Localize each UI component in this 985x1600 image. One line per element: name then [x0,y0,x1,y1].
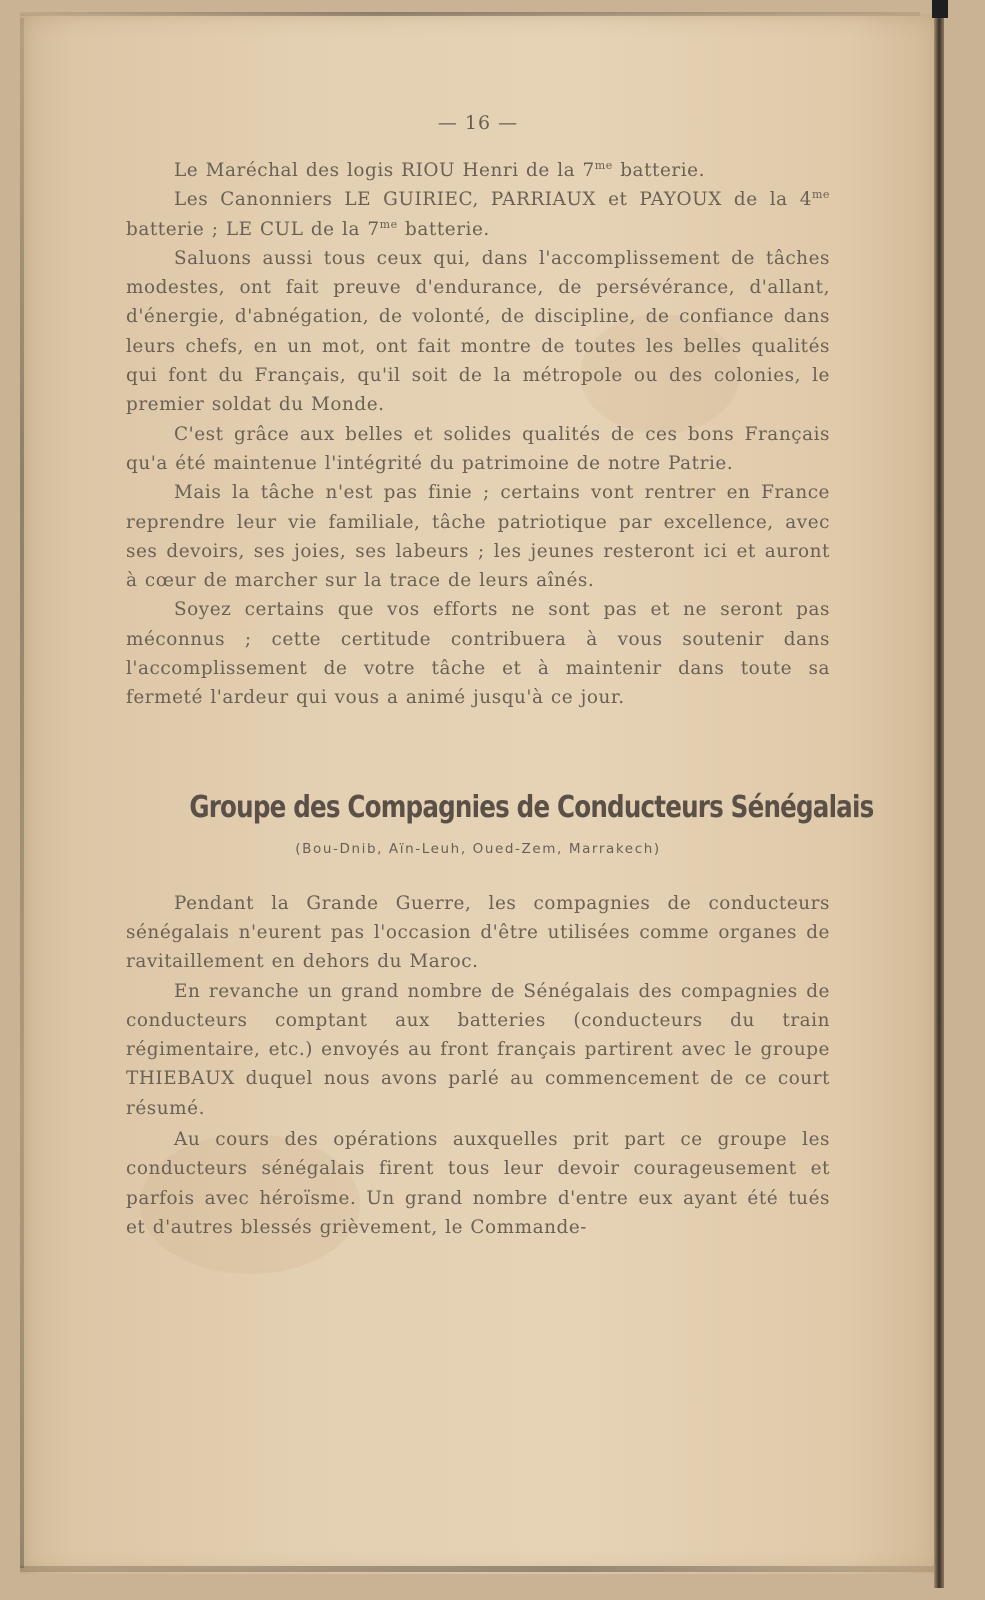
text-span: batterie. [612,160,705,181]
page-top-edge [20,12,920,16]
paragraph-tache: Mais la tâche n'est pas finie ; certains vont rentrer en France reprendre leur vie familiale, tâche patriotique par excellence, avec ses devoirs, ses joies, ses labeurs ; les jeunes resteront ici et auront à cœur de marcher sur la trace de leurs aînés. [126,482,830,592]
paragraph-canonniers [126,185,830,244]
text-span: batterie ; LE CUL de la 7 [126,218,380,240]
superscript: me [811,188,830,202]
paragraph-soyez: Soyez certains que vos efforts ne sont pas et ne seront pas méconnus ; cette certitude contribuera à vous soutenir dans l'accomplissement de votre tâche et à maintenir dans toute sa fermeté l'ardeur qui vous a animé jusqu'à ce jour. [126,599,830,709]
paragraph-operations: Au cours des opérations auxquelles prit part ce groupe les conducteurs sénégalais firent tous leur devoir courageusement et parfois avec héroïsme. Un grand nombre d'entre eux ayant été tués et d'autres blessés grièvement, le Commande- [126,1129,830,1238]
section-title: Groupe des Compagnies de Conducteurs Sénégalais [189,789,874,825]
page-right-edge [934,8,944,1588]
section-subtitle: (Bou-Dnib, Aïn-Leuh, Oued-Zem, Marrakech) [295,840,661,857]
paragraph-revanche: En revanche un grand nombre de Sénégalais des compagnies de conducteurs comptant aux batteries (conducteurs du train régimentaire, etc.) envoyés au front français partirent avec le groupe THIEBAUX duquel nous avons parlé au commencement de ce court résumé. [126,980,830,1119]
paragraph-saluons: Saluons aussi tous ceux qui, dans l'accomplissement de tâches modestes, ont fait preuve d'endurance, de persévérance, d'allant, d'énergie, d'abnégation, de volonté, de discipline, de confiance dans leurs chefs, en un mot, ont fait montre de toutes les belles qualités qui font du Français, qu'il soit de la métropole ou des colonies, le premier soldat du Monde. [126,247,830,416]
page-content [126,110,874,1242]
paragraph-grace: C'est grâce aux belles et solides qualités de ces bons Français qu'a été maintenue l'intégrité du patrimoine de notre Patrie. [126,423,830,474]
text-span: batterie. [397,218,490,240]
page-binding-edge [20,18,24,1568]
page-number: — 16 — [437,112,519,134]
text-span: Le Maréchal des logis RIOU Henri de la 7 [174,160,595,181]
superscript: me [594,158,613,172]
paragraph-riou [126,156,830,185]
text-span: Les Canonniers LE GUIRIEC, PARRIAUX et PAYOUX de la 4 [174,189,812,211]
superscript: me [379,217,398,231]
page-bottom-edge [20,1566,940,1572]
corner-clip [932,0,948,18]
section-spacer [126,713,830,787]
paragraph-pendant: Pendant la Grande Guerre, les compagnies de conducteurs sénégalais n'eurent pas l'occasion d'être utilisées comme organes de ravitaillement en dehors du Maroc. [126,892,830,973]
